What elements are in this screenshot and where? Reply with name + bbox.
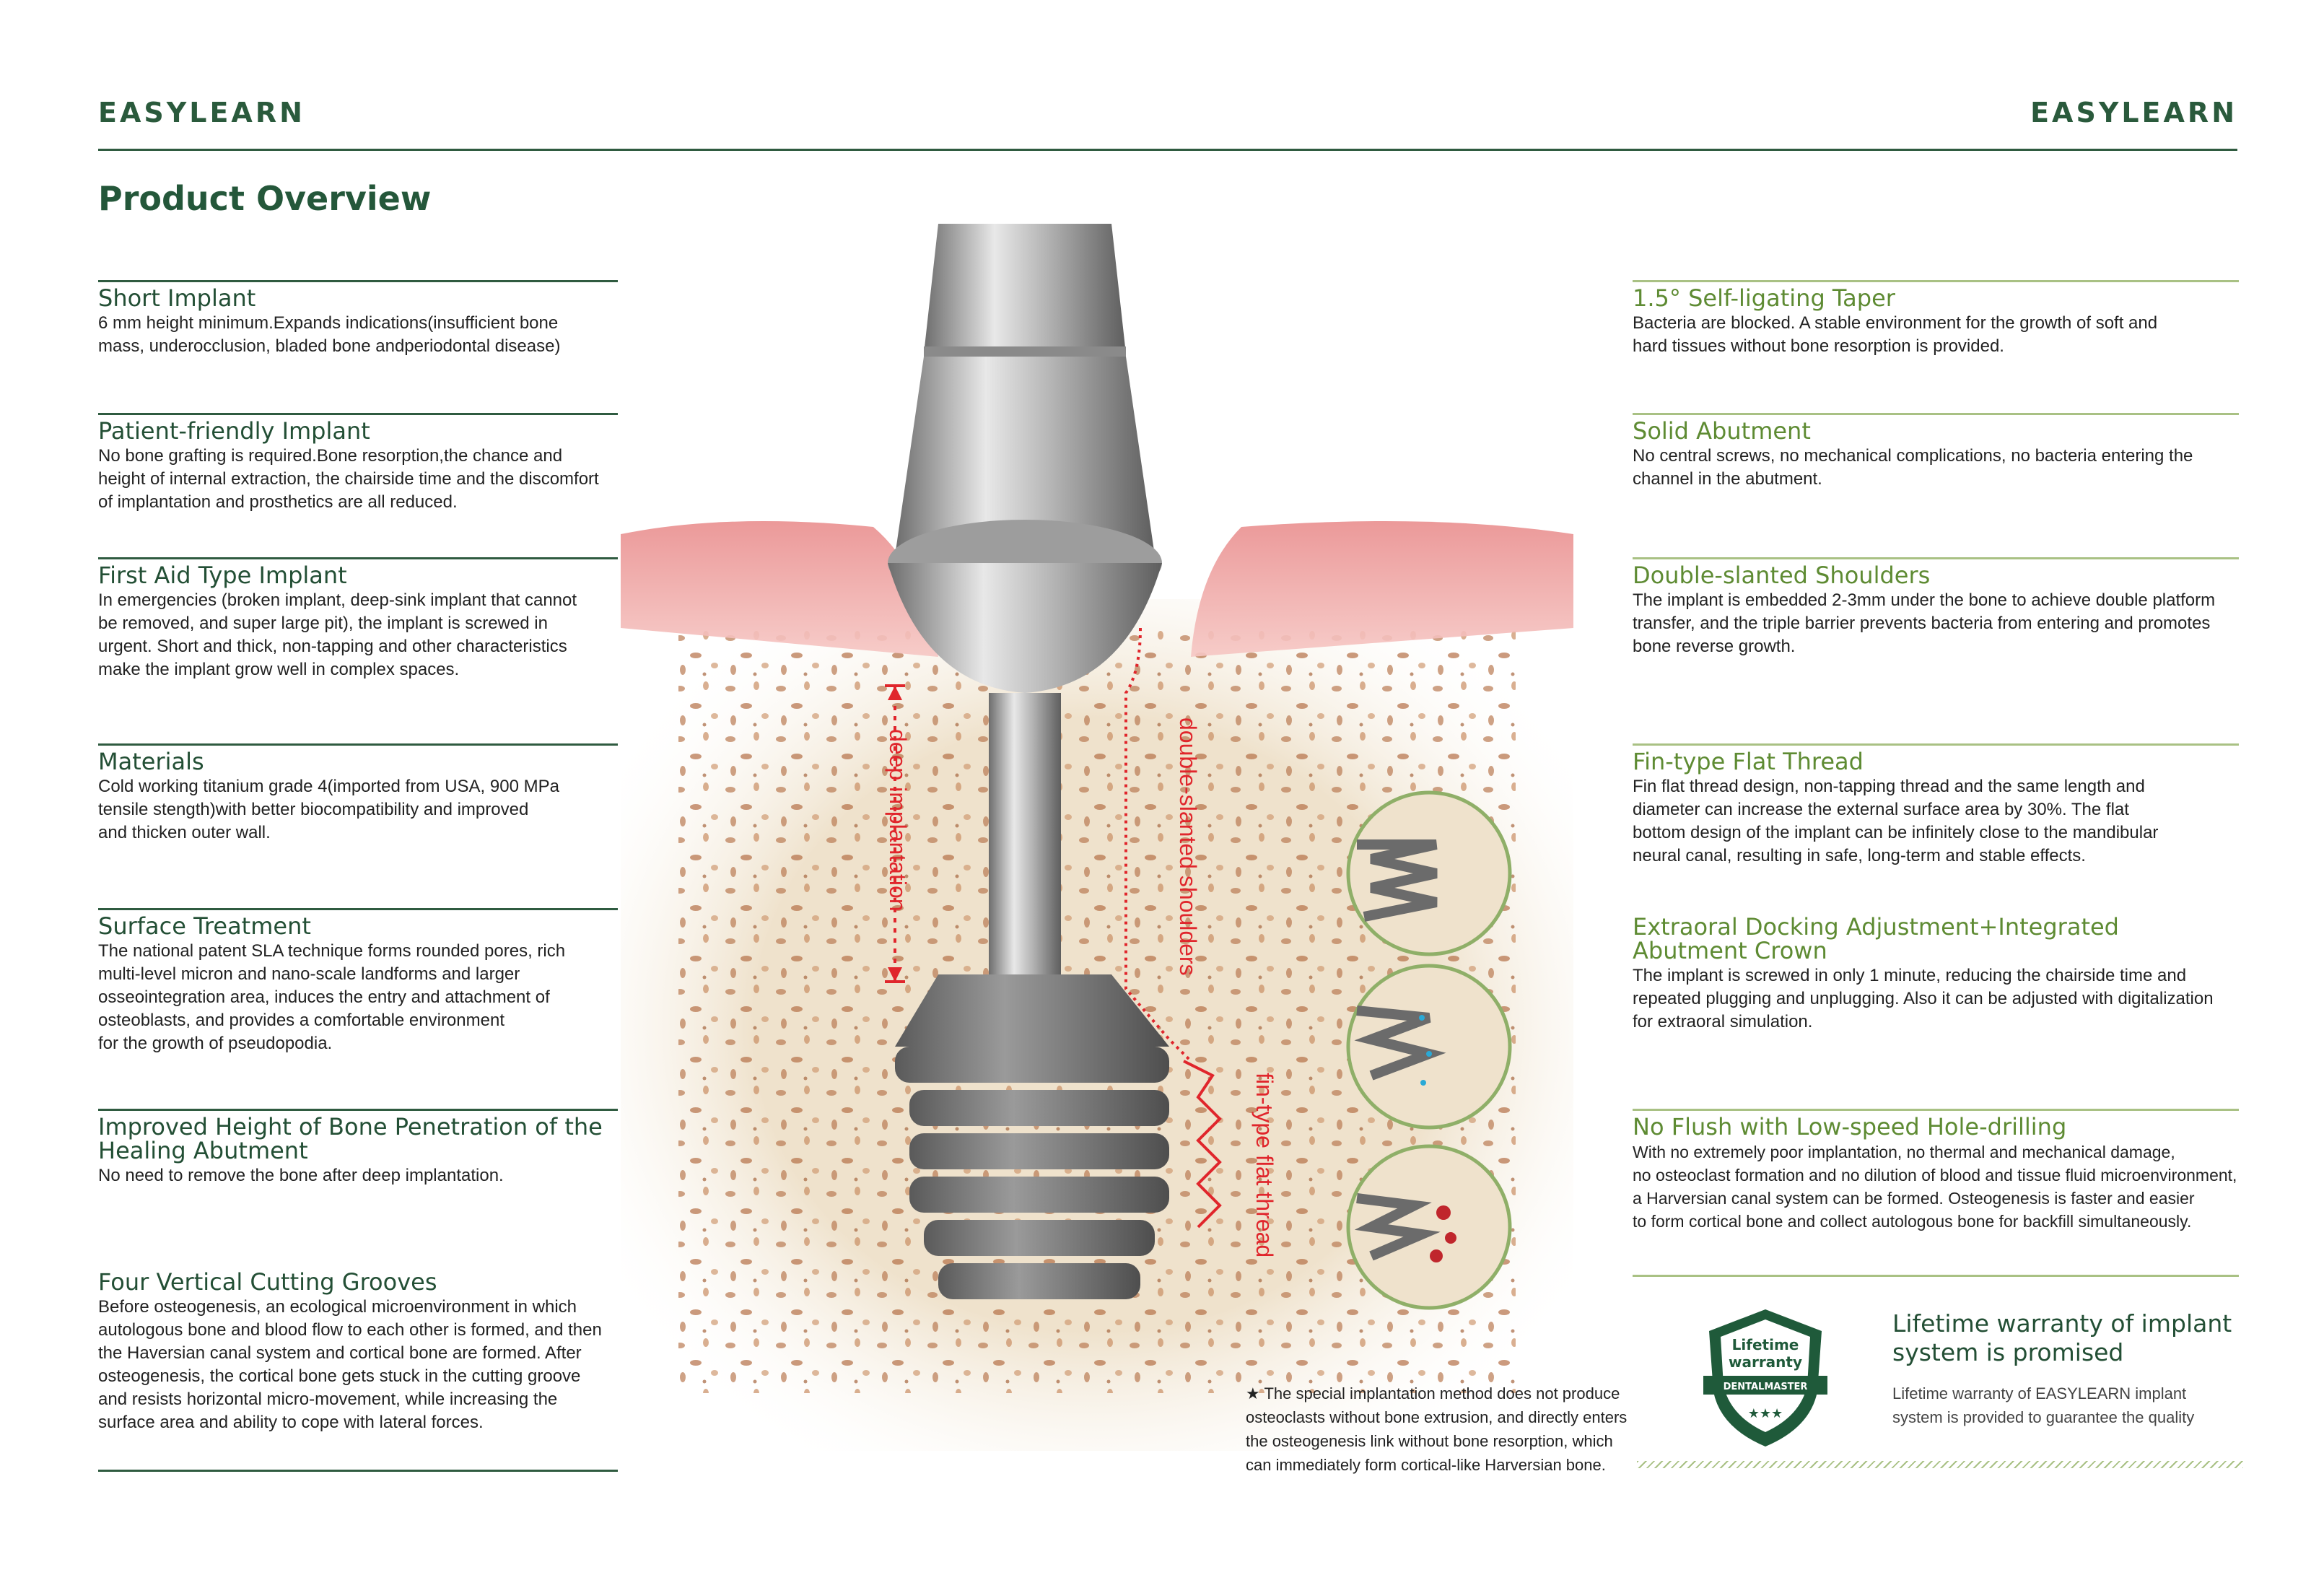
feature-text: In emergencies (broken implant, deep-sink implant that cannot be removed, and super large pit), the implant is screwed in urgent. Short and thick, non-tapping and other characteristics make the implant grow well in complex spaces. — [98, 590, 577, 679]
feature-title: Materials — [98, 748, 204, 775]
divider — [1633, 413, 2239, 415]
feature-double-slanted-shoulders — [1633, 557, 2239, 658]
divider — [98, 557, 618, 559]
detail-circle-2 — [1348, 966, 1510, 1127]
detail-circle-1 — [1348, 793, 1510, 954]
feature-patient-friendly — [98, 413, 618, 514]
divider — [98, 1109, 618, 1111]
feature-text: The implant is screwed in only 1 minute, reducing the chairside time and repeated plugging and unplugging. Also it can be adjusted with digitalization for extraoral simulation. — [1633, 966, 2214, 1031]
divider — [98, 743, 618, 746]
detail-circle-3 — [1348, 1146, 1510, 1308]
divider — [98, 1470, 618, 1472]
feature-bone-penetration — [98, 1109, 618, 1187]
feature-title: Solid Abutment — [1633, 417, 1811, 445]
divider — [1633, 1275, 2239, 1277]
feature-text: Before osteogenesis, an ecological microenvironment in which autologous bone and blood flow to each other is formed, and then the Haversian canal system and cortical bone are formed. After osteogenesis, the cortical bone gets stuck in the cutting groove and resists horizontal micro-movement, while increasing the surface area and ability to cope with lateral forces. — [98, 1297, 602, 1432]
callout-fin-type-thread: fin-type flat thread — [1251, 1073, 1277, 1258]
divider — [1633, 280, 2239, 282]
feature-title: Patient-friendly Implant — [98, 417, 370, 445]
callout-deep-implantation: deep implantation — [885, 729, 911, 912]
page-title: Product Overview — [98, 179, 432, 218]
feature-materials — [98, 743, 618, 845]
warranty-subtitle: Lifetime warranty of EASYLEARN implant system is provided to guarantee the quality — [1892, 1384, 2195, 1426]
feature-text: The national patent SLA technique forms rounded pores, rich multi-level micron and nano-scale landforms and larger osseointegration area, induces the entry and attachment of osteoblasts, and provides a comfortable environment for the growth of pseudopodia. — [98, 941, 566, 1053]
feature-title: Surface Treatment — [98, 912, 311, 940]
lifetime-warranty-badge — [1702, 1305, 1829, 1449]
feature-fin-type-thread — [1633, 743, 2239, 868]
svg-text:Lifetime: Lifetime — [1731, 1336, 1799, 1353]
divider — [1633, 1109, 2239, 1111]
feature-short-implant — [98, 280, 618, 358]
divider — [1633, 743, 2239, 746]
feature-text: With no extremely poor implantation, no thermal and mechanical damage, no osteoclast formation and no dilution of blood and tissue fluid microenvironment, a Harversian canal system can be formed. Osteogenesis is faster and easier to form cortical bone and collect autologous bone for backfill simultaneously. — [1633, 1143, 2237, 1231]
divider — [98, 280, 618, 282]
feature-text: 6 mm height minimum.Expands indications(insufficient bone mass, underocclusion, bladed bone andperiodontal disease) — [98, 313, 561, 356]
feature-extraoral-docking — [1633, 915, 2239, 1034]
divider — [1633, 557, 2239, 559]
implant-illustration — [621, 224, 1573, 1451]
feature-text: Cold working titanium grade 4(imported from USA, 900 MPa tensile stength)with better biocompatibility and improved and thicken outer wall. — [98, 777, 559, 842]
svg-text:★★★: ★★★ — [1747, 1406, 1783, 1421]
feature-text: No central screws, no mechanical complications, no bacteria entering the channel in the abutment. — [1633, 446, 2193, 489]
feature-title: First Aid Type Implant — [98, 562, 347, 589]
svg-text:warranty: warranty — [1728, 1353, 1803, 1371]
callout-double-slanted-shoulders: double-slanted shoulders — [1175, 717, 1201, 976]
feature-title: Fin-type Flat Thread — [1633, 748, 1864, 775]
feature-surface-treatment — [98, 908, 618, 1055]
feature-text: No bone grafting is required.Bone resorption,the chance and height of internal extraction, the chairside time and the discomfort of implantation and prosthetics are all reduced. — [98, 446, 599, 512]
brand-logo-left: EASYLEARN — [98, 97, 305, 128]
warranty-title: Lifetime warranty of implant system is promised — [1892, 1309, 2232, 1366]
feature-title: Double-slanted Shoulders — [1633, 562, 1931, 589]
divider — [98, 413, 618, 415]
feature-title: Extraoral Docking Adjustment+Integrated Abutment Crown — [1633, 913, 2119, 964]
feature-title: 1.5° Self-ligating Taper — [1633, 284, 1895, 312]
feature-title: Four Vertical Cutting Grooves — [98, 1268, 437, 1296]
feature-text: No need to remove the bone after deep implantation. — [98, 1166, 504, 1185]
feature-title: No Flush with Low-speed Hole-drilling — [1633, 1113, 2067, 1140]
feature-title: Improved Height of Bone Penetration of the Healing Abutment — [98, 1113, 603, 1164]
feature-self-ligating-taper — [1633, 280, 2239, 358]
feature-low-speed-drilling — [1633, 1109, 2239, 1233]
header-divider — [98, 149, 2237, 151]
implantation-note: ★ The special implantation method does not produce osteoclasts without bone extrusion, and directly enters the osteogenesis link without bone resorption, which can immediately form cortical-like Harversian bone. — [1246, 1384, 1628, 1474]
feature-cutting-grooves — [98, 1270, 618, 1434]
brand-logo-right: EASYLEARN — [2030, 97, 2237, 128]
hatched-divider — [1637, 1461, 2243, 1468]
feature-first-aid — [98, 557, 618, 681]
feature-text: Fin flat thread design, non-tapping thread and the same length and diameter can increase the external surface area by 30%. The flat bottom design of the implant can be infinitely close to the mandibular neural canal, resulting in safe, long-term and stable effects. — [1633, 777, 2159, 865]
feature-title: Short Implant — [98, 284, 256, 312]
feature-solid-abutment — [1633, 413, 2239, 491]
feature-text: The implant is embedded 2-3mm under the bone to achieve double platform transfer, and the triple barrier prevents bacteria from entering and promotes bone reverse growth. — [1633, 590, 2216, 656]
svg-text:DENTALMASTER: DENTALMASTER — [1723, 1382, 1808, 1392]
divider — [98, 908, 618, 910]
feature-text: Bacteria are blocked. A stable environment for the growth of soft and hard tissues without bone resorption is provided. — [1633, 313, 2158, 356]
